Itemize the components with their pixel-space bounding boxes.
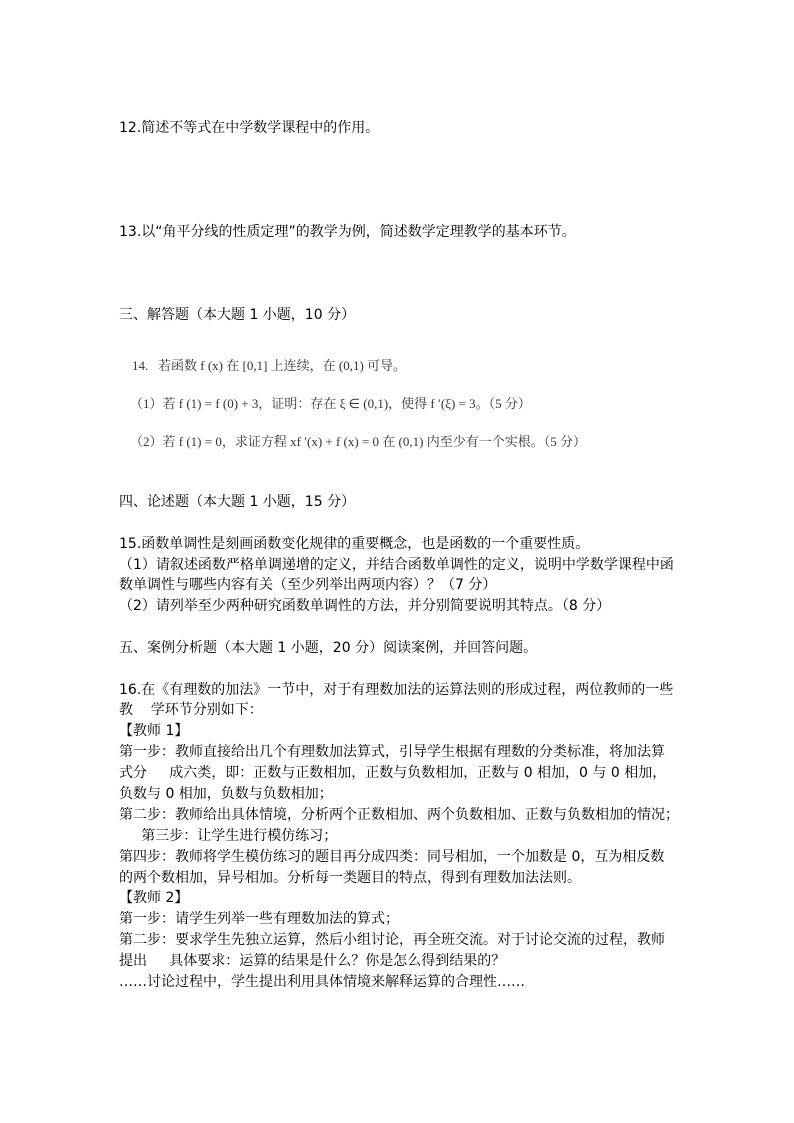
section-heading-4: 四、论述题（本大题 1 小题，15 分） bbox=[119, 494, 356, 510]
teacher-2-step-2-line-2: 提出 具体要求：运算的结果是什么？你是怎么得到结果的？ bbox=[119, 953, 506, 969]
teacher-1-step-4-line-1: 第四步：教师将学生模仿练习的题目再分成四类：同号相加，一个加数是 0，互为相反数 bbox=[119, 849, 665, 865]
section-heading-5: 五、案例分析题（本大题 1 小题，20 分）阅读案例，并回答问题。 bbox=[119, 640, 538, 656]
question-12: 12.简述不等式在中学数学课程中的作用。 bbox=[119, 120, 380, 136]
teacher-2-step-2-line-1: 第二步：要求学生先独立运算，然后小组讨论，再全班交流。对于讨论交流的过程，教师 bbox=[119, 932, 665, 948]
teacher-1-heading: 【教师 1】 bbox=[119, 723, 189, 739]
question-15-part-1-line-1: （1）请叙述函数严格单调递增的定义，并结合函数单调性的定义，说明中学数学课程中函 bbox=[119, 557, 674, 573]
teacher-2-step-2-line-3: ……讨论过程中，学生提出利用具体情境来解释运算的合理性…… bbox=[119, 974, 525, 990]
teacher-1-step-2: 第二步：教师给出具体情境，分析两个正数相加、两个负数相加、正数与负数相加的情况； bbox=[119, 807, 679, 823]
teacher-2-heading: 【教师 2】 bbox=[119, 890, 189, 906]
teacher-1-step-3: 第三步：让学生进行模仿练习； bbox=[119, 828, 338, 844]
question-13: 13.以“角平分线的性质定理”的教学为例，简述数学定理教学的基本环节。 bbox=[119, 224, 576, 240]
teacher-2-step-1: 第一步：请学生列举一些有理数加法的算式； bbox=[119, 911, 399, 927]
question-14-part-1: （1）若 f (1) = f (0) + 3，证明：存在 ξ ∈ (0,1)，使得 f ′(ξ) = 3。（5 分） bbox=[130, 396, 531, 411]
question-14-stem: 14. 若函数 f (x) 在 [0,1] 上连续，在 (0,1) 可导。 bbox=[132, 358, 407, 373]
teacher-1-step-1-line-1: 第一步：教师直接给出几个有理数加法算式，引导学生根据有理数的分类标准，将加法算 bbox=[119, 744, 665, 760]
question-15-stem: 15.函数单调性是刻画函数变化规律的重要概念，也是函数的一个重要性质。 bbox=[119, 536, 590, 552]
question-16-line-1: 16.在《有理数的加法》一节中，对于有理数加法的运算法则的形成过程，两位教师的一些 bbox=[119, 682, 674, 698]
teacher-1-step-4-line-2: 的两个数相加，异号相加。分析每一类题目的特点，得到有理数加法法则。 bbox=[119, 870, 581, 886]
question-14-part-2: （2）若 f (1) = 0，求证方程 xf ′(x) + f (x) = 0 在 (0,1) 内至少有一个实根。（5 分） bbox=[130, 434, 586, 449]
section-heading-3: 三、解答题（本大题 1 小题，10 分） bbox=[119, 307, 356, 323]
teacher-1-step-1-line-3: 负数与 0 相加，负数与负数相加； bbox=[119, 786, 333, 802]
question-16-line-2: 教 学环节分别如下： bbox=[119, 702, 263, 718]
question-15-part-2: （2）请列举至少两种研究函数单调性的方法，并分别简要说明其特点。（8 分） bbox=[119, 598, 611, 614]
teacher-1-step-1-line-2: 式分 成六类，即：正数与正数相加，正数与负数相加，正数与 0 相加，0 与 0 相加， bbox=[119, 765, 667, 781]
question-15-part-1-line-2: 数单调性与哪些内容有关（至少列举出两项内容）？（7 分） bbox=[119, 577, 497, 593]
